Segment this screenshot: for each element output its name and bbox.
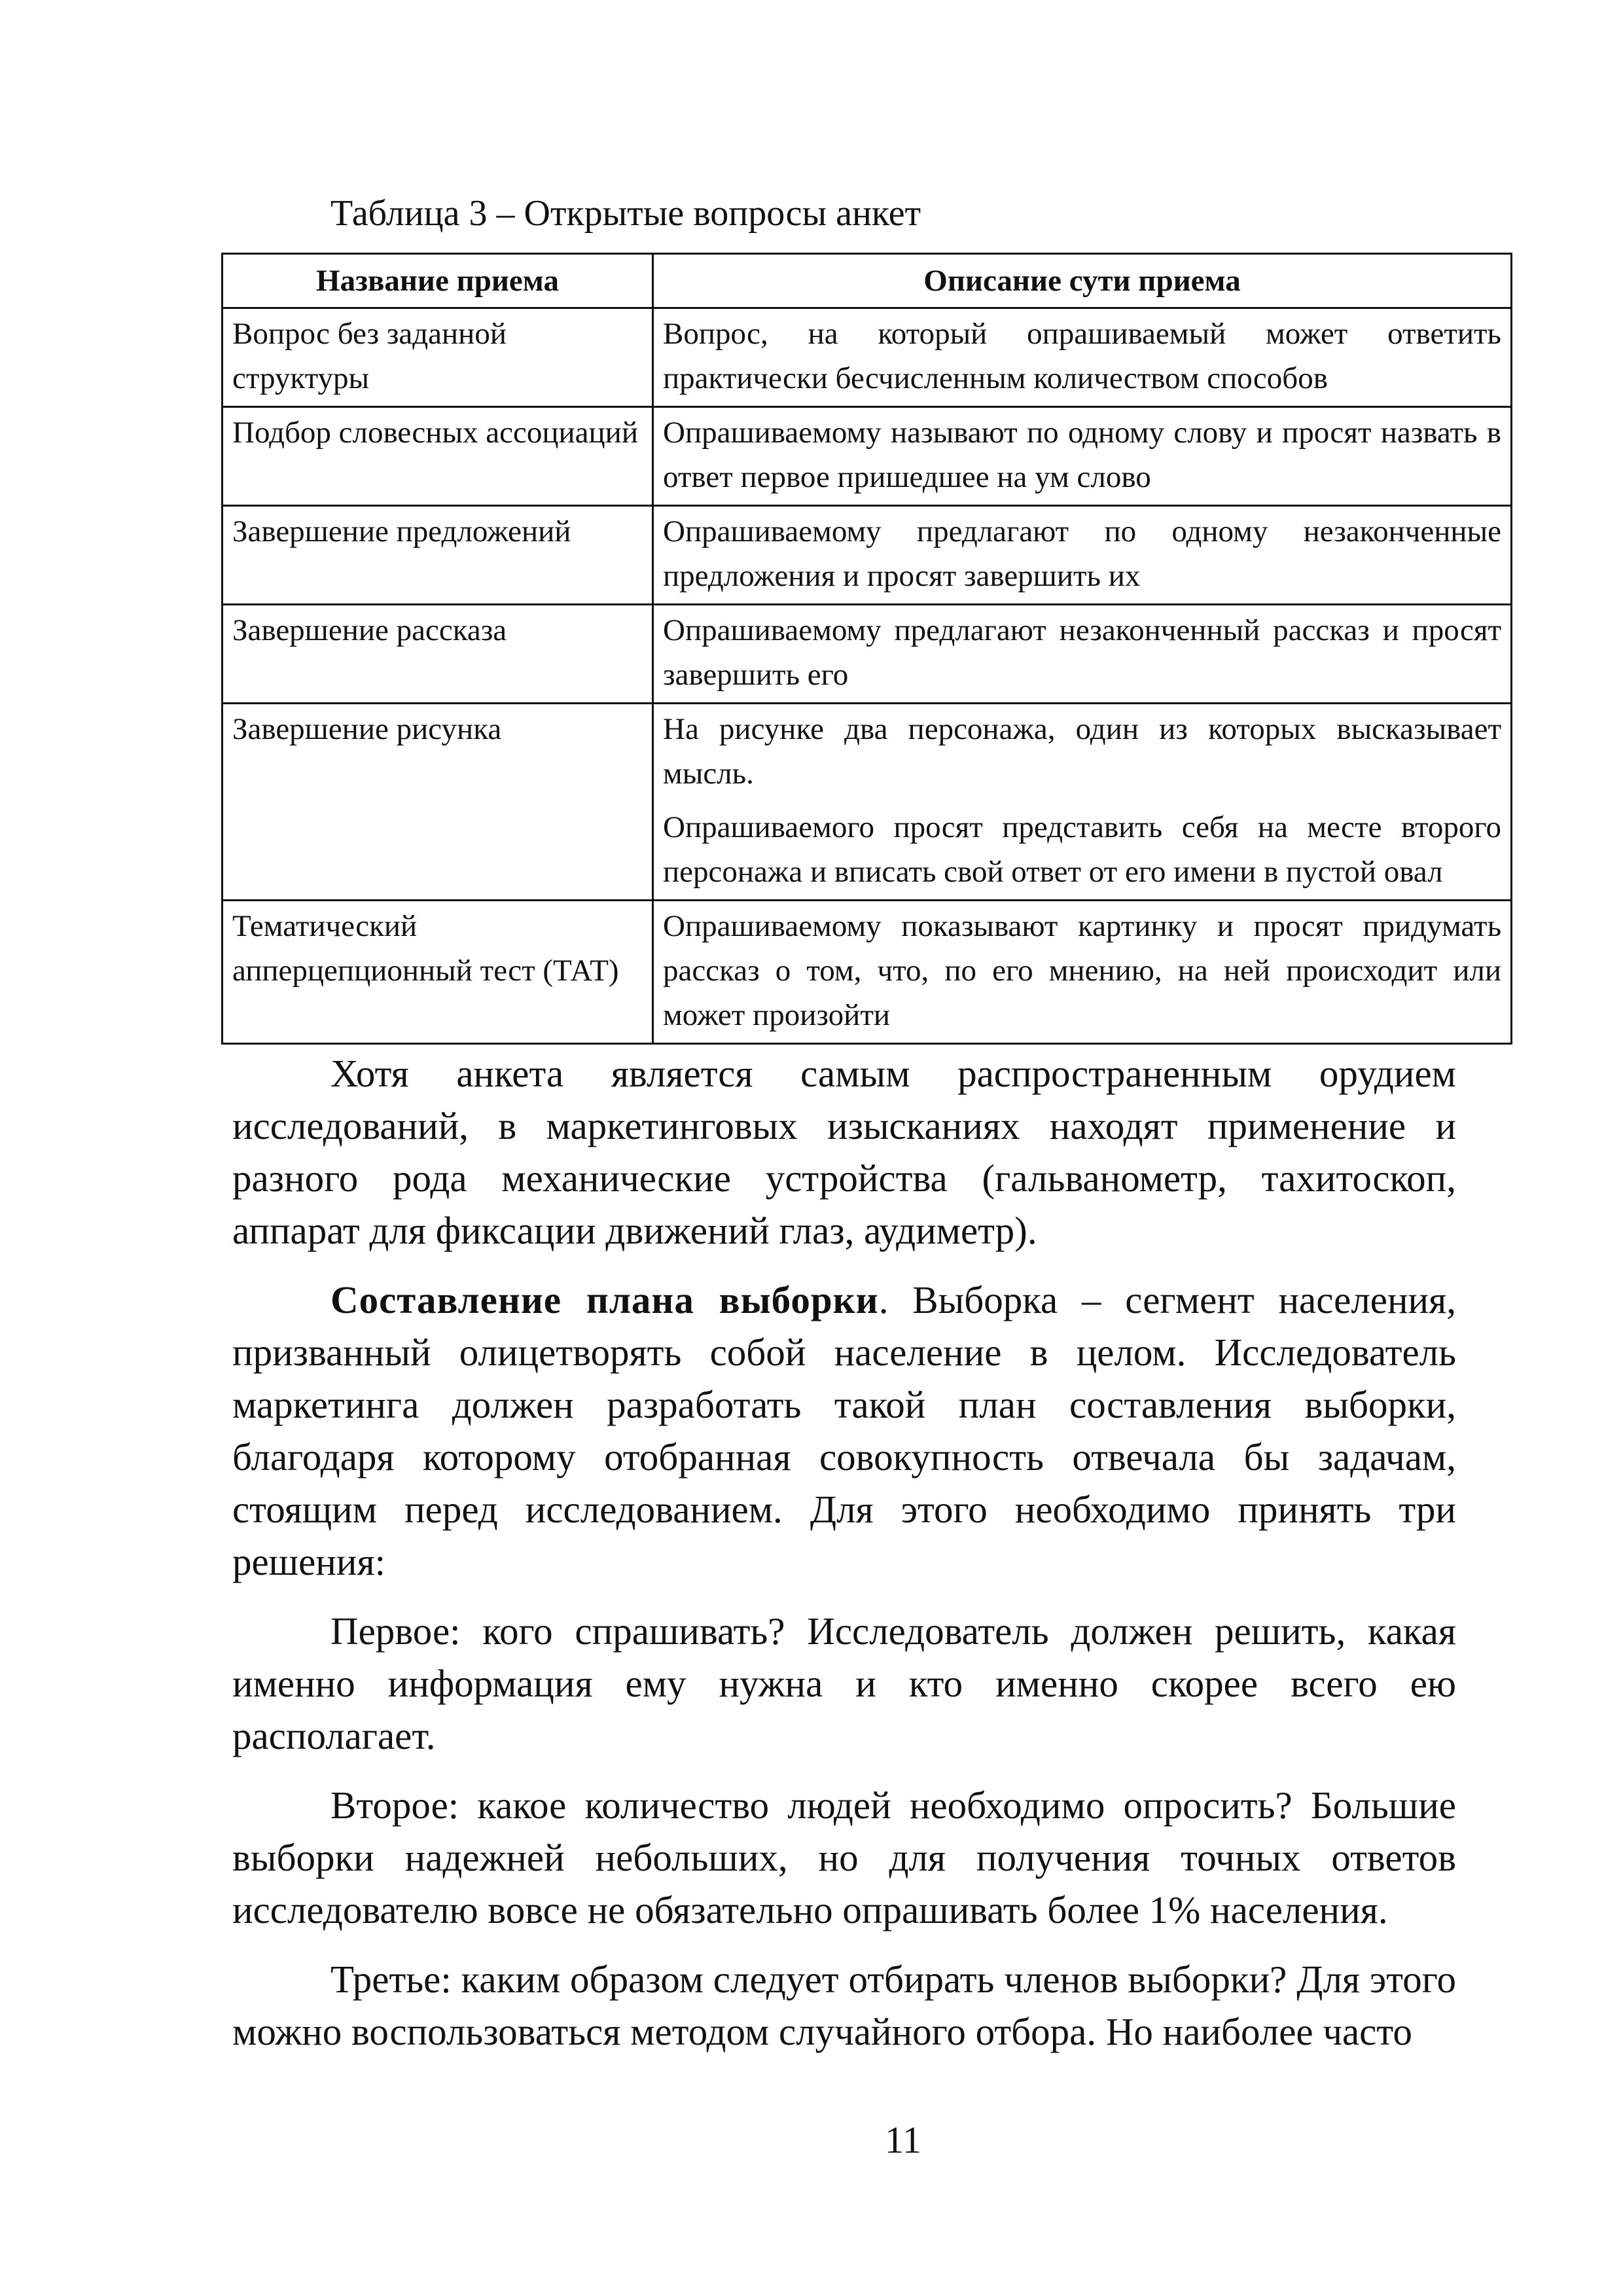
table-row [223,308,1512,407]
paragraph-second-decision: Второе: какое количество людей необходимо опросить? Большие выборки надежней небольших, но для получения точных ответов исследователю вовсе не обязательно опрашивать более 1% населения. [232,1784,1456,1931]
sampling-plan-text: . Выборка – сегмент населения, призванный олицетворять собой население в целом. Исследователь маркетинга должен разработать такой план составления выборки, благодаря которому отобранная совокупность отвечала бы задачам, стоящим перед исследованием. Для этого необходимо принять три решения: [232,1278,1457,1583]
table-row [223,506,1512,605]
description-text: Вопрос, на который опрашиваемый может ответить практически бесчисленным количеством способов [663,317,1501,395]
description-text: Опрашиваемому предлагают по одному незаконченные предложения и просят завершить их [663,514,1501,593]
technique-description-cell [653,901,1512,1044]
technique-description-cell [653,704,1512,901]
page-number: 11 [885,2119,921,2161]
table-row [223,704,1512,901]
description-text: Опрашиваемому называют по одному слову и просят назвать в ответ первое пришедшее на ум слово [663,416,1501,494]
technique-description-cell [653,308,1512,407]
sampling-plan-heading: Составление плана выборки [330,1278,879,1321]
technique-name-cell: Завершение рисунка [223,704,653,901]
technique-description-cell [653,605,1512,704]
paragraph-third-decision: Третье: каким образом следует отбирать членов выборки? Для этого можно воспользоваться методом случайного отбора. Но наиболее часто [232,1958,1456,2053]
technique-name-cell: Завершение рассказа [223,605,653,704]
header-technique-description: Описание сути приема [653,254,1512,308]
technique-name-cell: Вопрос без заданной структуры [223,308,653,407]
technique-description-cell [653,407,1512,506]
table-header-row [223,254,1512,308]
paragraph-devices: Хотя анкета является самым распространенным орудием исследований, в маркетинговых изысканиях находят применение и разного рода механические устройства (гальванометр, тахитоскоп, аппарат для фиксации движений глаз, аудиметр). [232,1052,1456,1252]
technique-description-cell [653,506,1512,605]
description-text: Опрашиваемого просят представить себя на месте второго персонажа и вписать свой ответ от его имени в пустой овал [663,810,1501,889]
technique-name-cell: Подбор словесных ассоциаций [223,407,653,506]
technique-name-cell: Завершение предложений [223,506,653,605]
description-text: На рисунке два персонажа, один из которых высказывает мысль. [663,712,1501,791]
table-row [223,605,1512,704]
description-text: Опрашиваемому показывают картинку и просят придумать рассказ о том, что, по его мнению, на ней происходит или может произойти [663,909,1501,1032]
header-technique-name: Название приема [223,254,653,308]
table-caption: Таблица 3 – Открытые вопросы анкет [330,193,921,234]
technique-name-cell: Тематический апперцепционный тест (ТАТ) [223,901,653,1044]
table-row [223,901,1512,1044]
body-text [232,1047,1456,2075]
techniques-table [221,253,1512,1045]
table-row [223,407,1512,506]
paragraph-sampling-plan [232,1274,1456,1588]
paragraph-first-decision: Первое: кого спрашивать? Исследователь должен решить, какая именно информация ему нужна и кто именно скорее всего ею располагает. [232,1609,1456,1757]
description-text: Опрашиваемому предлагают незаконченный рассказ и просят завершить его [663,613,1501,692]
